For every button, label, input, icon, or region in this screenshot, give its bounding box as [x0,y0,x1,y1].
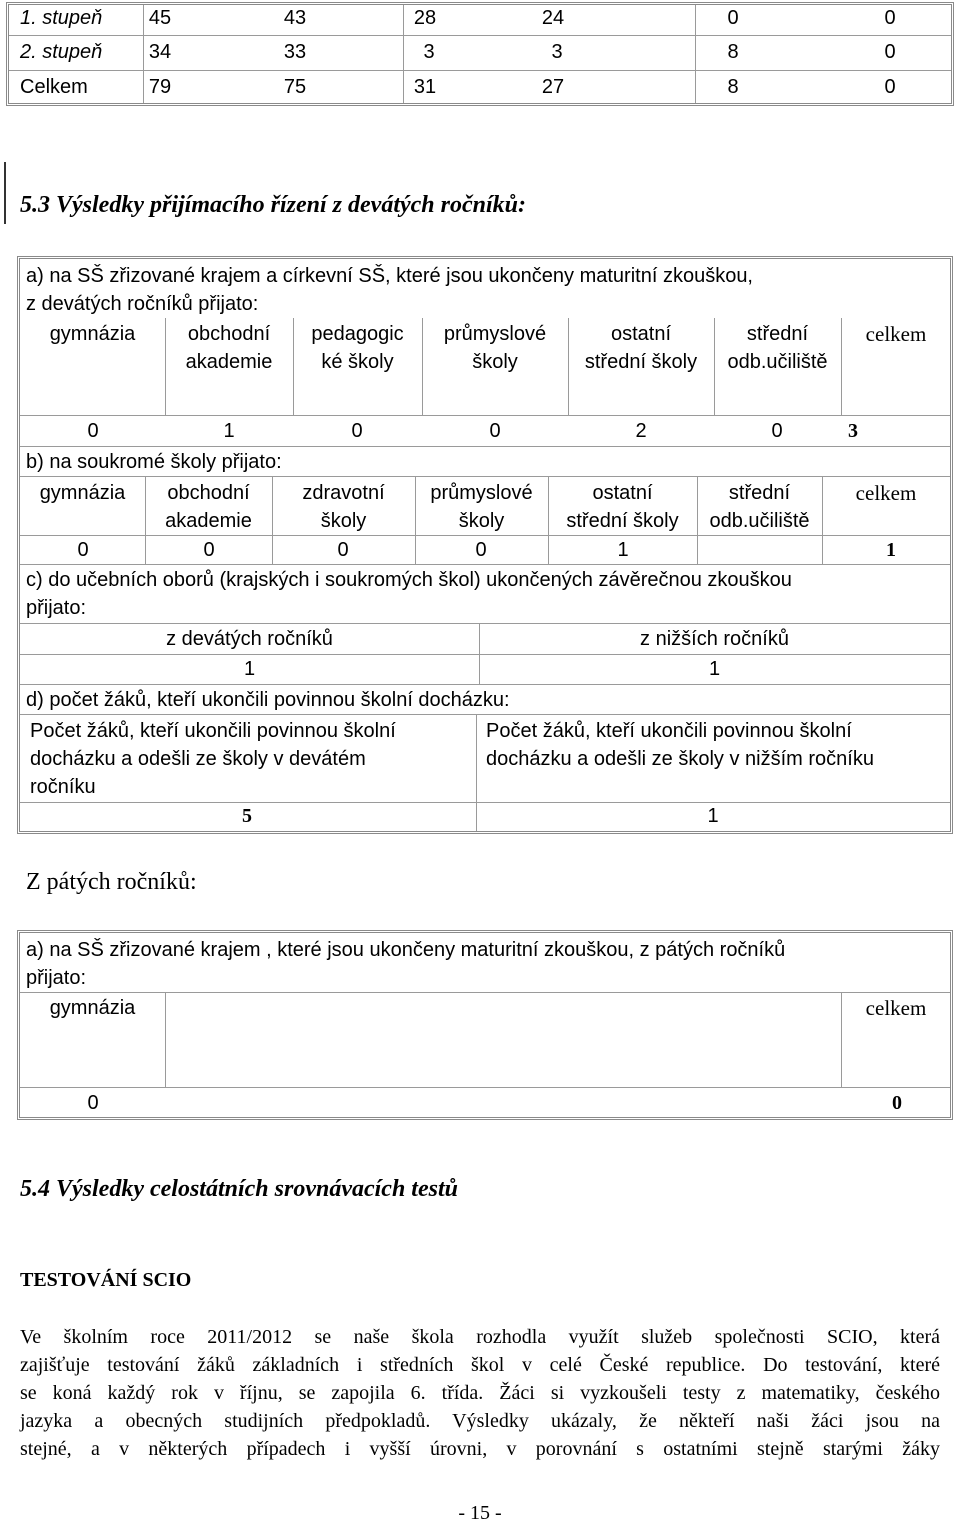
c-value-devatych: 1 [243,658,256,680]
b-col-header-gymnazia: gymnázia [39,482,126,504]
col-header-prumyslove-skoly: průmyslové školy [443,323,547,373]
cell: 28 [413,7,437,29]
b-value-ostatni-stredni-skoly: 1 [617,539,629,561]
value-gymnazia: 0 [87,420,99,442]
b-value-zdravotni-skoly: 0 [337,539,349,561]
col-header-gymnazia: gymnázia [49,323,136,345]
cell: 45 [148,7,172,29]
b-value-gymnazia: 0 [77,539,89,561]
cell: 0 [884,41,896,63]
section-heading-5-4: 5.4 Výsledky celostátních srovnávacích testů [20,1176,458,1202]
cell: 8 [727,76,739,98]
cell: 34 [148,41,172,63]
value-obchodni-akademie: 1 [223,420,235,442]
c-header-devatych: z devátých ročníků [166,628,333,650]
b-value-prumyslove-skoly: 0 [475,539,487,561]
fifth-value-gymnazia: 0 [87,1092,99,1114]
row-label: Celkem [20,76,88,98]
cell: 31 [413,76,437,98]
cell: 43 [283,7,307,29]
section-c-title-line1: c) do učebních oborů (krajských i soukromých škol) ukončených závěrečnou zkouškou [26,569,792,591]
b-col-header-celkem: celkem [855,481,917,505]
section-a-title-line1: a) na SŠ zřizované krajem a církevní SŠ, které jsou ukončeny maturitní zkouškou, [26,265,753,287]
value-ostatni-stredni-skoly: 2 [635,420,647,442]
b-col-header-prumyslove-skoly: průmyslové školy [430,482,533,532]
section-d-title: d) počet žáků, kteří ukončili povinnou školní docházku: [26,689,510,711]
value-celkem: 3 [848,420,858,442]
col-header-stredni-odb-uciliste: střední odb.učiliště [727,323,828,373]
fifth-a-title-line1: a) na SŠ zřizované krajem , které jsou ukončeny maturitní zkouškou, z pátých ročníků [26,939,786,961]
value-prumyslove-skoly: 0 [489,420,501,442]
cell: 27 [541,76,565,98]
cell: 3 [423,41,435,63]
section-a-title-line2: z devátých ročníků přijato: [26,293,259,315]
section-heading-5-3: 5.3 Výsledky přijímacího řízení z devátých ročníků: [20,192,526,218]
c-header-nizsich: z nižších ročníků [640,628,789,650]
page-number: - 15 - [458,1502,502,1524]
fifth-col-header-gymnazia: gymnázia [49,997,136,1019]
fifth-a-title-line2: přijato: [26,967,87,989]
col-header-obchodni-akademie: obchodní akademie [185,323,273,373]
cell: 0 [727,7,739,29]
row-label: 2. stupeň [20,41,103,63]
cell: 8 [727,41,739,63]
b-value-obchodni-akademie: 0 [203,539,215,561]
cell: 33 [283,41,307,63]
cell: 0 [884,76,896,98]
change-bar [4,162,6,224]
b-value-celkem: 1 [886,539,896,561]
cell: 3 [551,41,563,63]
section-b-title: b) na soukromé školy přijato: [26,451,282,473]
col-header-celkem: celkem [865,322,927,346]
value-pedagogicke-skoly: 0 [351,420,363,442]
d-value-nizsim: 1 [707,805,719,827]
cell: 0 [884,7,896,29]
col-header-ostatni-stredni-skoly: ostatní střední školy [584,323,698,373]
value-stredni-odb-uciliste: 0 [771,420,783,442]
cell: 24 [541,7,565,29]
d-header-devatem: Počet žáků, kteří ukončili povinnou školní docházku a odešli ze školy v devátém ročníku [30,720,396,798]
d-header-nizsim: Počet žáků, kteří ukončili povinnou školní docházku a odešli ze školy v nižším ročníku [486,720,874,770]
cell: 75 [283,76,307,98]
c-value-nizsich: 1 [708,658,721,680]
b-col-header-ostatni-stredni-skoly: ostatní střední školy [566,482,679,532]
section-c-title-line2: přijato: [26,597,87,619]
scio-paragraph: Ve školním roce 2011/2012 se naše škola rozhodla využít služeb společnosti SCIO, která zajišťuje testování žáků základních i středních škol v celé České republice. Do testování, které se koná každý rok v říjnu, se zapojila 6. třída. Žáci si vyzkoušeli testy z matematiky, českého jazyka a obecných studijních předpokladů. Výsledky ukázaly, že někteří naši žáci jsou na stejné, a v některých případech i vyšší úrovni, v porovnání s ostatními stejně starými žáky [20,1326,940,1460]
row-label: 1. stupeň [20,7,103,29]
cell: 79 [148,76,172,98]
scio-subheading: TESTOVÁNÍ SCIO [20,1269,192,1291]
fifth-col-header-celkem: celkem [865,996,927,1020]
fifth-value-celkem: 0 [892,1092,902,1114]
fifth-grade-heading: Z pátých ročníků: [26,869,197,895]
col-header-pedagogicke-skoly: pedagogic ké školy [311,323,404,373]
b-col-header-zdravotni-skoly: zdravotní školy [302,482,385,532]
d-value-devatem: 5 [242,805,252,827]
b-col-header-stredni-odb-uciliste: střední odb.učiliště [709,482,810,532]
b-col-header-obchodni-akademie: obchodní akademie [165,482,252,532]
